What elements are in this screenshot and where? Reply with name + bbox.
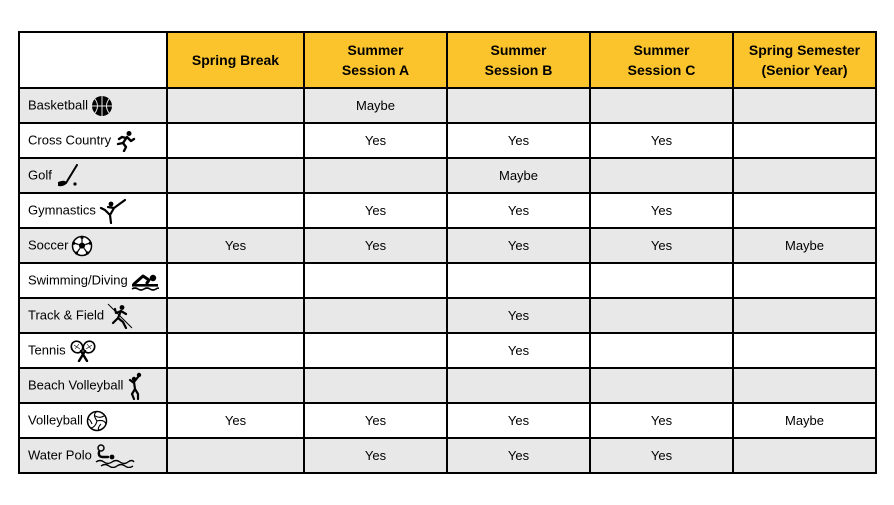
column-header-summer-session-c: Summer Session C — [590, 32, 733, 88]
sport-name: Soccer — [28, 236, 69, 252]
sport-name: Water Polo — [28, 446, 92, 462]
table-cell — [167, 333, 304, 368]
table-row-golf — [19, 158, 876, 193]
table-cell: Yes — [167, 403, 304, 438]
table-cell — [733, 193, 876, 228]
table-cell — [447, 263, 590, 298]
table-cell: Maybe — [304, 88, 447, 123]
table-cell — [733, 298, 876, 333]
table-cell: Yes — [167, 228, 304, 263]
beach-volleyball-player-icon — [126, 372, 144, 400]
table-cell: Yes — [590, 438, 733, 473]
sport-name: Golf — [28, 166, 52, 182]
column-header-spring-break: Spring Break — [167, 32, 304, 88]
table-cell — [590, 333, 733, 368]
table-cell: Yes — [304, 403, 447, 438]
column-header-summer-session-a: Summer Session A — [304, 32, 447, 88]
table-row-gymnastics — [19, 193, 876, 228]
table-cell — [167, 298, 304, 333]
sport-cell — [19, 333, 167, 368]
table-cell — [590, 88, 733, 123]
table-cell — [304, 158, 447, 193]
water-polo-icon — [95, 444, 135, 468]
sport-cell — [19, 88, 167, 123]
column-header-spring-semester: Spring Semester (Senior Year) — [733, 32, 876, 88]
golf-club-icon — [55, 164, 81, 188]
table-cell — [167, 193, 304, 228]
sport-name: Track & Field — [28, 306, 105, 322]
gymnast-icon — [99, 198, 127, 224]
table-cell — [590, 158, 733, 193]
table-row-water-polo — [19, 438, 876, 473]
table-cell: Yes — [304, 438, 447, 473]
sports-availability-table — [18, 31, 877, 474]
table-cell — [167, 123, 304, 158]
volleyball-icon — [86, 410, 108, 432]
table-row-soccer — [19, 228, 876, 263]
soccer-ball-icon — [71, 235, 93, 257]
table-cell — [590, 263, 733, 298]
table-cell — [304, 298, 447, 333]
javelin-thrower-icon — [107, 303, 133, 329]
table-cell — [304, 333, 447, 368]
table-row-track-field — [19, 298, 876, 333]
basketball-icon — [91, 95, 113, 117]
table-cell: Maybe — [733, 403, 876, 438]
table-cell — [733, 333, 876, 368]
table-cell — [167, 158, 304, 193]
table-cell: Yes — [590, 123, 733, 158]
table-cell — [733, 438, 876, 473]
table-cell — [304, 368, 447, 403]
sport-name: Tennis — [28, 341, 66, 357]
swimmer-icon — [131, 270, 159, 292]
table-cell: Yes — [447, 403, 590, 438]
sport-name: Swimming/Diving — [28, 271, 128, 287]
table-cell: Yes — [447, 123, 590, 158]
table-row-swimming-diving — [19, 263, 876, 298]
sport-cell — [19, 228, 167, 263]
sport-name: Gymnastics — [28, 201, 96, 217]
sport-cell — [19, 123, 167, 158]
table-cell — [590, 298, 733, 333]
table-cell — [167, 368, 304, 403]
table-row-tennis — [19, 333, 876, 368]
table-cell: Yes — [304, 193, 447, 228]
sport-cell — [19, 438, 167, 473]
table-cell — [167, 263, 304, 298]
table-cell: Yes — [590, 228, 733, 263]
table-cell: Yes — [447, 228, 590, 263]
table-cell: Maybe — [447, 158, 590, 193]
table-row-basketball — [19, 88, 876, 123]
sport-cell — [19, 368, 167, 403]
sport-cell — [19, 158, 167, 193]
table-cell — [733, 263, 876, 298]
corner-cell — [19, 32, 167, 88]
table-row-beach-volleyball — [19, 368, 876, 403]
table-cell — [447, 368, 590, 403]
sport-cell — [19, 403, 167, 438]
table-cell: Yes — [304, 123, 447, 158]
sport-name: Cross Country — [28, 131, 112, 147]
table-cell: Yes — [447, 298, 590, 333]
table-row-volleyball — [19, 403, 876, 438]
runner-icon — [114, 130, 136, 152]
table-cell — [733, 158, 876, 193]
table-cell — [167, 88, 304, 123]
table-cell: Yes — [447, 193, 590, 228]
sport-cell — [19, 193, 167, 228]
table-row-cross-country — [19, 123, 876, 158]
table-cell: Maybe — [733, 228, 876, 263]
table-cell — [167, 438, 304, 473]
table-cell: Yes — [447, 438, 590, 473]
sport-name: Basketball — [28, 96, 88, 112]
table-cell: Yes — [304, 228, 447, 263]
column-header-summer-session-b: Summer Session B — [447, 32, 590, 88]
header-row — [19, 32, 876, 88]
sport-name: Volleyball — [28, 411, 83, 427]
table-cell — [733, 368, 876, 403]
table-cell — [733, 123, 876, 158]
tennis-rackets-icon — [69, 340, 97, 362]
sport-cell — [19, 298, 167, 333]
sport-name: Beach Volleyball — [28, 376, 124, 392]
table-cell — [304, 263, 447, 298]
table-cell — [733, 88, 876, 123]
sport-cell — [19, 263, 167, 298]
table-cell: Yes — [590, 193, 733, 228]
table-cell: Yes — [590, 403, 733, 438]
table-cell — [447, 88, 590, 123]
table-cell — [590, 368, 733, 403]
table-cell: Yes — [447, 333, 590, 368]
